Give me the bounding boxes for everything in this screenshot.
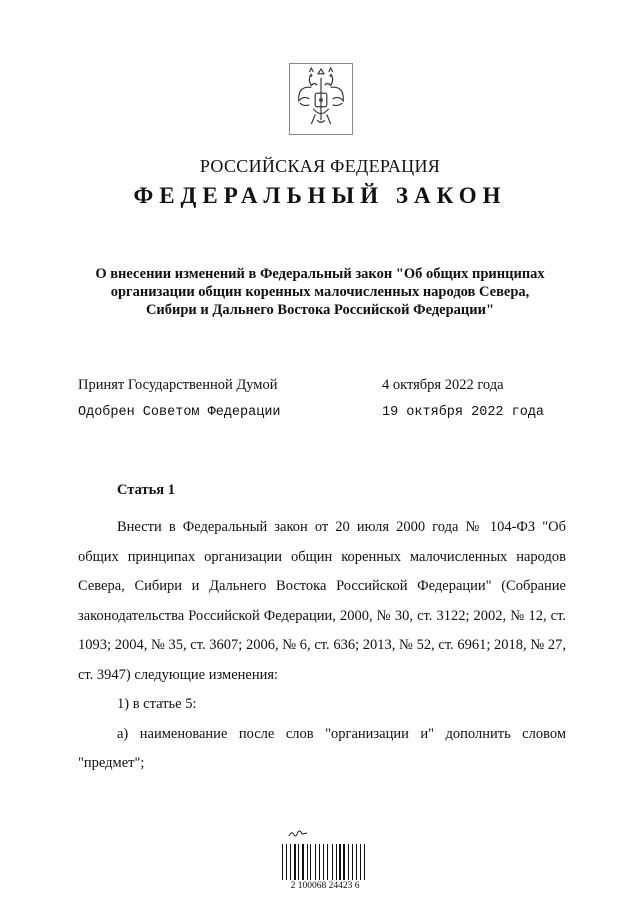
law-title-line: О внесении изменений в Федеральный закон "Об общих принципах: [95, 266, 545, 282]
barcode-bar: [366, 844, 367, 880]
barcode-bar: [308, 844, 309, 880]
barcode-bar: [329, 844, 331, 880]
barcode-bar: [358, 844, 359, 880]
article-item-1a: а) наименование после слов "организации и" дополнить словом "предмет";: [78, 725, 566, 771]
article-item-1: 1) в статье 5:: [117, 696, 197, 712]
barcode-bar: [288, 844, 289, 880]
barcode-bar: [364, 844, 365, 880]
barcode-bar: [354, 844, 355, 880]
coat-of-arms-emblem: [289, 63, 353, 135]
barcode-bar: [327, 844, 328, 880]
barcode-bar: [302, 844, 303, 880]
barcode-number: 2 100068 24423 6: [290, 881, 360, 891]
document-type: ФЕДЕРАЛЬНЫЙ ЗАКОН: [133, 183, 507, 208]
barcode-bar: [305, 844, 306, 880]
double-headed-eagle-icon: [290, 64, 352, 134]
barcode-bar: [312, 844, 314, 880]
country-name: РОССИЙСКАЯ ФЕДЕРАЦИЯ: [199, 156, 441, 176]
barcode-bar: [315, 844, 316, 880]
article-intro-paragraph: Внести в Федеральный закон от 20 июля 2000 года № 104-ФЗ "Об общих принципах организации общин коренных малочисленных народов Севера, Сибири и Дальнего Востока Российской Федерации" (Собрание законодательства Российской Федерации, 2000, № 30, ст. 3122; 2002, № 12, ст. 1093; 2004, № 35, ст. 3607; 2006, № 6, ст. 636; 2013, № 52, ст. 6961; 2018, № 27, ст. 3947) следующие изменения:: [78, 519, 566, 683]
barcode-bar: [323, 844, 324, 880]
barcode-bar: [334, 844, 335, 880]
barcode-bar: [362, 844, 363, 880]
barcode-bar: [286, 844, 287, 880]
barcode-bar: [294, 844, 296, 880]
barcode-bar: [348, 844, 349, 880]
approved-by-council-date: 19 октября 2022 года: [382, 405, 545, 420]
barcode-bar: [332, 844, 333, 880]
barcode-bar: [307, 844, 308, 880]
barcode-bar: [321, 844, 322, 880]
document-barcode: [282, 826, 368, 891]
approved-by-council-label: Одобрен Советом Федерации: [78, 405, 281, 420]
law-title-line: организации общин коренных малочисленных народов Севера,: [110, 284, 530, 300]
law-title: [70, 265, 570, 319]
barcode-bar: [346, 844, 347, 880]
law-title-line: Сибири и Дальнего Востока Российской Федерации": [145, 302, 495, 318]
barcode-bar: [284, 844, 285, 880]
barcode-bar: [336, 844, 337, 880]
barcode-bar: [356, 844, 357, 880]
barcode-bar: [343, 844, 344, 880]
barcode-bar: [300, 844, 301, 880]
barcode-bar: [360, 844, 361, 880]
barcode-bar: [339, 844, 340, 880]
barcode-bar: [290, 844, 291, 880]
barcode-bar: [292, 844, 293, 880]
barcode-bars: [282, 844, 368, 880]
barcode-bar: [325, 844, 326, 880]
barcode-bar: [352, 844, 353, 880]
adopted-by-duma-date: 4 октября 2022 года: [382, 377, 504, 393]
article-heading: Статья 1: [117, 482, 175, 498]
article-body: [78, 513, 566, 779]
barcode-bar: [317, 844, 318, 880]
barcode-bar: [319, 844, 320, 880]
barcode-bar: [282, 844, 283, 880]
barcode-bar: [298, 844, 299, 880]
barcode-bar: [342, 844, 343, 880]
signature-mark-icon: [288, 828, 308, 838]
barcode-bar: [297, 844, 298, 880]
adopted-by-duma-label: Принят Государственной Думой: [78, 377, 278, 393]
barcode-bar: [310, 844, 311, 880]
barcode-bar: [338, 844, 339, 880]
barcode-bar: [349, 844, 351, 880]
